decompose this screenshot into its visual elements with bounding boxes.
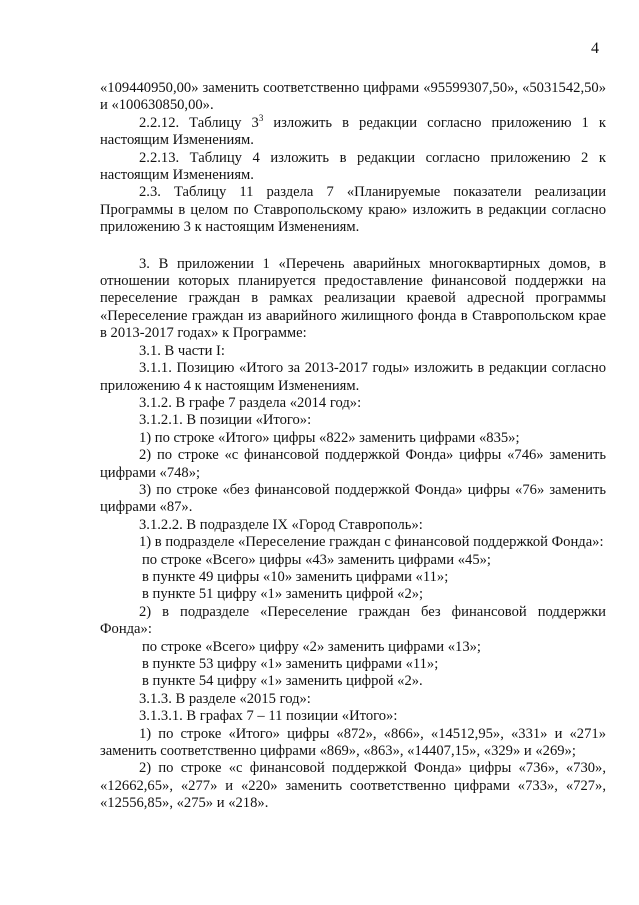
sub-item-total-row-2: по строке «Всего» цифру «2» заменить цифрами «13»; bbox=[142, 638, 481, 655]
paragraph-replace-amounts: «109440950,00» заменить соответственно цифрами «95599307,50», «5031542,50» и «100630850,00». bbox=[100, 80, 606, 114]
list-item-1: 1) по строке «Итого» цифры «822» заменить цифрами «835»; bbox=[139, 429, 520, 446]
list-item-3: 3) по строке «без финансовой поддержкой Фонда» цифры «76» заменить цифрами «87». bbox=[100, 481, 606, 516]
sub-item-point-54: в пункте 54 цифру «1» заменить цифрой «2». bbox=[142, 673, 423, 690]
paragraph-2-2-12-superscript: 3 bbox=[258, 112, 264, 123]
sub-item-total-row: по строке «Всего» цифры «43» заменить цифрами «45»; bbox=[142, 551, 491, 568]
paragraph-2-3: 2.3. Таблицу 11 раздела 7 «Планируемые показатели реализации Программы в целом по Ставропольскому краю» изложить в редакции согласно приложению 3 к настоящим Изменениям. bbox=[100, 184, 606, 236]
paragraph-3: 3. В приложении 1 «Перечень аварийных многоквартирных домов, в отношении которых планируется предоставление финансовой поддержки на переселение граждан в рамках реализации краевой адресной программы «Переселение граждан из аварийного жилищного фонда в Ставропольском крае в 2013-2017 годах» к Программе: bbox=[100, 255, 606, 342]
paragraph-3-1-2-2: 3.1.2.2. В подразделе IX «Город Ставрополь»: bbox=[139, 516, 423, 533]
list-item-2015-1: 1) по строке «Итого» цифры «872», «866», «14512,95», «331» и «271» заменить соответственно цифрами «869», «863», «14407,15», «329» и «269»; bbox=[100, 725, 606, 760]
paragraph-3-1-3: 3.1.3. В разделе «2015 год»: bbox=[139, 690, 311, 707]
list-item-2015-2: 2) по строке «с финансовой поддержкой Фонда» цифры «736», «730», «12662,65», «277» и «220» заменить соответственно цифрами «733», «727», «12556,85», «275» и «218». bbox=[100, 760, 606, 812]
list-item-2: 2) по строке «с финансовой поддержкой Фонда» цифры «746» заменить цифрами «748»; bbox=[100, 447, 606, 481]
paragraph-3-1-3-1: 3.1.3.1. В графах 7 – 11 позиции «Итого»: bbox=[139, 708, 398, 725]
sub-item-point-51: в пункте 51 цифру «1» заменить цифрой «2»; bbox=[142, 586, 424, 603]
paragraph-3-1-1: 3.1.1. Позицию «Итого за 2013-2017 годы» изложить в редакции согласно приложению 4 к настоящим Изменениям. bbox=[100, 360, 606, 394]
paragraph-3-1-2: 3.1.2. В графе 7 раздела «2014 год»: bbox=[139, 394, 362, 411]
list-item-subsection-2: 2) в подразделе «Переселение граждан без финансовой поддержки Фонда»: bbox=[100, 603, 606, 638]
paragraph-2-2-12 bbox=[100, 112, 606, 150]
paragraph-3-1: 3.1. В части I: bbox=[139, 342, 225, 359]
sub-item-point-53: в пункте 53 цифру «1» заменить цифрами «11»; bbox=[142, 656, 439, 672]
paragraph-2-2-12-start: 2.2.12. Таблицу 3 bbox=[139, 114, 259, 131]
page-number: 4 bbox=[591, 40, 599, 57]
sub-item-point-49: в пункте 49 цифры «10» заменить цифрами «11»; bbox=[142, 568, 449, 585]
paragraph-2-2-13: 2.2.13. Таблицу 4 изложить в редакции согласно приложению 2 к настоящим Изменениям. bbox=[100, 149, 606, 184]
document-body bbox=[100, 80, 606, 813]
paragraph-3-1-2-1: 3.1.2.1. В позиции «Итого»: bbox=[139, 412, 312, 429]
list-item-subsection-1: 1) в подразделе «Переселение граждан с финансовой поддержкой Фонда»: bbox=[139, 534, 604, 551]
paragraph-2-2-12-end: изложить в редакции согласно приложению 1 к настоящим Изменениям. bbox=[100, 114, 606, 149]
